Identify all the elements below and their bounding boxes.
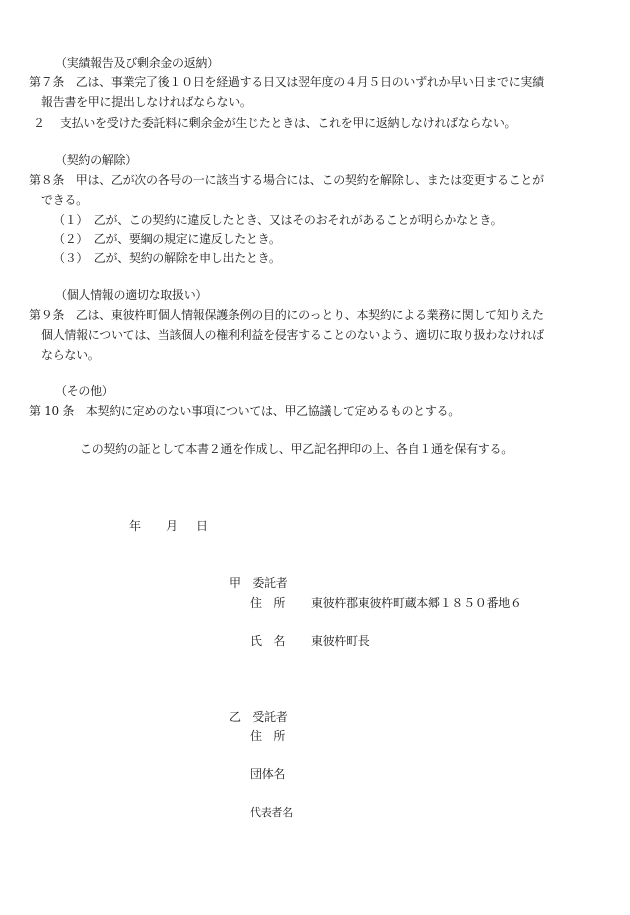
date-month-label: 月 [166,519,178,533]
party-a-label: 甲 委託者 [229,576,288,590]
article-8-text-line2: できる。 [41,193,88,207]
date-year-label: 年 [129,519,141,533]
article-7-text-line2: 報告書を甲に提出しなければならない。 [41,95,252,109]
article-9-text-line1: 第９条 乙は、東彼杵町個人情報保護条例の目的にのっとり、本契約による業務に関して知りえた [29,308,544,322]
article-10-heading: （その他） [55,384,114,398]
party-b-org-label: 団体名 [250,767,286,781]
party-b-address-label: 住 所 [250,729,286,743]
party-b-label: 乙 受託者 [229,710,288,724]
party-b-representative-label: 代表者名 [250,806,293,819]
article-10-text-line1: 第 10 条 本契約に定めのない事項については、甲乙協議して定めるものとする。 [29,404,460,418]
party-a-address-value: 東彼杵郡東彼杵町蔵本郷１８５０番地６ [311,596,522,610]
article-8-item-3: （３） 乙が、契約の解除を申し出たとき。 [53,251,281,265]
date-day-label: 日 [196,519,208,533]
article-9-text-line3: ならない。 [41,348,100,362]
party-a-address-label: 住 所 [250,596,286,610]
article-7-heading: （実績報告及び剰余金の返納） [55,56,219,70]
article-7-text-line1: 第７条 乙は、事業完了後１０日を経過する日又は翌年度の４月５日のいずれか早い日までに実績 [29,75,544,89]
party-a-name-label: 氏 名 [250,634,286,648]
party-a-name-value: 東彼杵町長 [311,634,370,648]
article-9-heading: （個人情報の適切な取扱い） [55,288,208,302]
article-8-item-1: （１） 乙が、この契約に違反したとき、又はそのおそれがあることが明らかなとき。 [53,213,503,227]
article-8-item-2: （２） 乙が、要綱の規定に違反したとき。 [53,232,281,246]
article-8-heading: （契約の解除） [55,153,137,167]
article-7-paragraph-2: ２ 支払いを受けた委託料に剰余金が生じたときは、これを甲に返納しなければならない。 [33,116,517,130]
closing-statement: この契約の証として本書２通を作成し、甲乙記名押印の上、各自１通を保有する。 [80,442,513,456]
article-9-text-line2: 個人情報については、当該個人の権利利益を侵害することのないよう、適切に取り扱わなければ [41,328,544,342]
article-8-text-line1: 第８条 甲は、乙が次の各号の一に該当する場合には、この契約を解除し、または変更することが [29,173,544,187]
